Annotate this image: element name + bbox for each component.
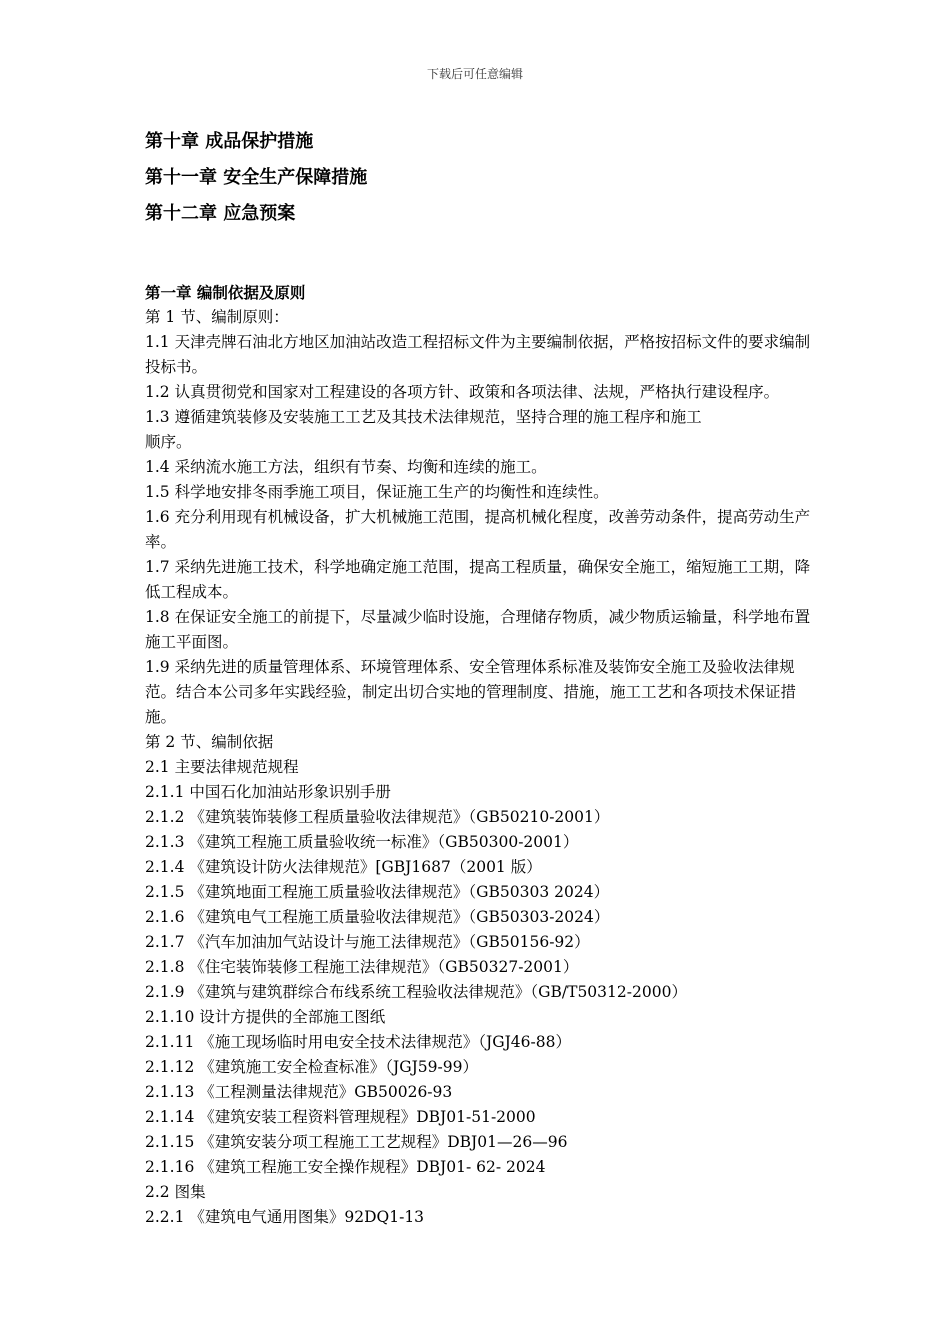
- basis-2-1-7: 2.1.7 《汽车加油加气站设计与施工法律规范》（GB50156-92）: [145, 933, 590, 951]
- toc-entry-chapter-10: 第十章 成品保护措施: [145, 131, 314, 152]
- principle-1-9: 1.9 采纳先进的质量管理体系、环境管理体系、安全管理体系标准及装饰安全施工及验收法律规范。结合本公司多年实践经验，制定出切合实地的管理制度、措施，施工工艺和各项技术保证措施。: [145, 658, 797, 726]
- basis-2-1-1: 2.1.1 中国石化加油站形象识别手册: [145, 783, 391, 801]
- basis-2-1-2: 2.1.2 《建筑装饰装修工程质量验收法律规范》（GB50210-2001）: [145, 808, 610, 826]
- section-2-title: 第 2 节、编制依据: [145, 733, 274, 751]
- basis-2-1-13: 2.1.13 《工程测量法律规范》GB50026-93: [145, 1083, 453, 1101]
- basis-2-2-1: 2.2.1 《建筑电气通用图集》92DQ1-13: [145, 1208, 425, 1226]
- principle-1-5: 1.5 科学地安排冬雨季施工项目，保证施工生产的均衡性和连续性。: [145, 483, 609, 501]
- chapter-1-title: 第一章 编制依据及原则: [145, 283, 306, 302]
- basis-2-1-4: 2.1.4 《建筑设计防火法律规范》[GBJ1687（2001 版）: [145, 858, 542, 876]
- basis-2-1-8: 2.1.8 《住宅装饰装修工程施工法律规范》（GB50327-2001）: [145, 958, 579, 976]
- document-body: [145, 124, 825, 1230]
- section-1-title: 第 1 节、编制原则：: [145, 308, 289, 326]
- principle-1-8: 1.8 在保证安全施工的前提下，尽量减少临时设施，合理储存物质，减少物质运输量，科学地布置施工平面图。: [145, 608, 811, 651]
- principle-1-3-continued: 顺序。: [145, 433, 192, 451]
- basis-2-1-12: 2.1.12 《建筑施工安全检查标准》（JGJ59-99）: [145, 1058, 478, 1076]
- principle-1-6: 1.6 充分利用现有机械设备，扩大机械施工范围，提高机械化程度，改善劳动条件，提高劳动生产率。: [145, 508, 811, 551]
- basis-2-1: 2.1 主要法律规范规程: [145, 758, 299, 776]
- principle-1-7: 1.7 采纳先进施工技术，科学地确定施工范围，提高工程质量，确保安全施工，缩短施工工期，降低工程成本。: [145, 558, 811, 601]
- principle-1-2: 1.2 认真贯彻党和国家对工程建设的各项方针、政策和各项法律、法规，严格执行建设程序。: [145, 383, 780, 401]
- principle-1-1: 1.1 天津壳牌石油北方地区加油站改造工程招标文件为主要编制依据，严格按招标文件的要求编制投标书。: [145, 333, 811, 376]
- basis-2-1-15: 2.1.15 《建筑安装分项工程施工工艺规程》DBJ01—26—96: [145, 1133, 568, 1151]
- basis-2-1-6: 2.1.6 《建筑电气工程施工质量验收法律规范》（GB50303-2024）: [145, 908, 610, 926]
- basis-2-1-14: 2.1.14 《建筑安装工程资料管理规程》DBJ01-51-2000: [145, 1108, 536, 1126]
- section-spacer: [145, 232, 825, 280]
- principle-1-3: 1.3 遵循建筑装修及安装施工工艺及其技术法律规范，坚持合理的施工程序和施工: [145, 408, 702, 426]
- toc-entry-chapter-11: 第十一章 安全生产保障措施: [145, 167, 368, 188]
- basis-2-1-11: 2.1.11 《施工现场临时用电安全技术法律规范》（JGJ46-88）: [145, 1033, 571, 1051]
- principle-1-4: 1.4 采纳流水施工方法，组织有节奏、均衡和连续的施工。: [145, 458, 547, 476]
- basis-2-2: 2.2 图集: [145, 1183, 206, 1201]
- basis-2-1-9: 2.1.9 《建筑与建筑群综合布线系统工程验收法律规范》（GB/T50312-2000）: [145, 983, 687, 1001]
- basis-2-1-16: 2.1.16 《建筑工程施工安全操作规程》DBJ01- 62- 2024: [145, 1158, 546, 1176]
- basis-2-1-5: 2.1.5 《建筑地面工程施工质量验收法律规范》（GB50303 2024）: [145, 883, 610, 901]
- toc-entry-chapter-12: 第十二章 应急预案: [145, 203, 296, 224]
- page-header: 下载后可任意编辑: [426, 67, 523, 81]
- basis-2-1-3: 2.1.3 《建筑工程施工质量验收统一标准》（GB50300-2001）: [145, 833, 579, 851]
- basis-2-1-10: 2.1.10 设计方提供的全部施工图纸: [145, 1008, 386, 1026]
